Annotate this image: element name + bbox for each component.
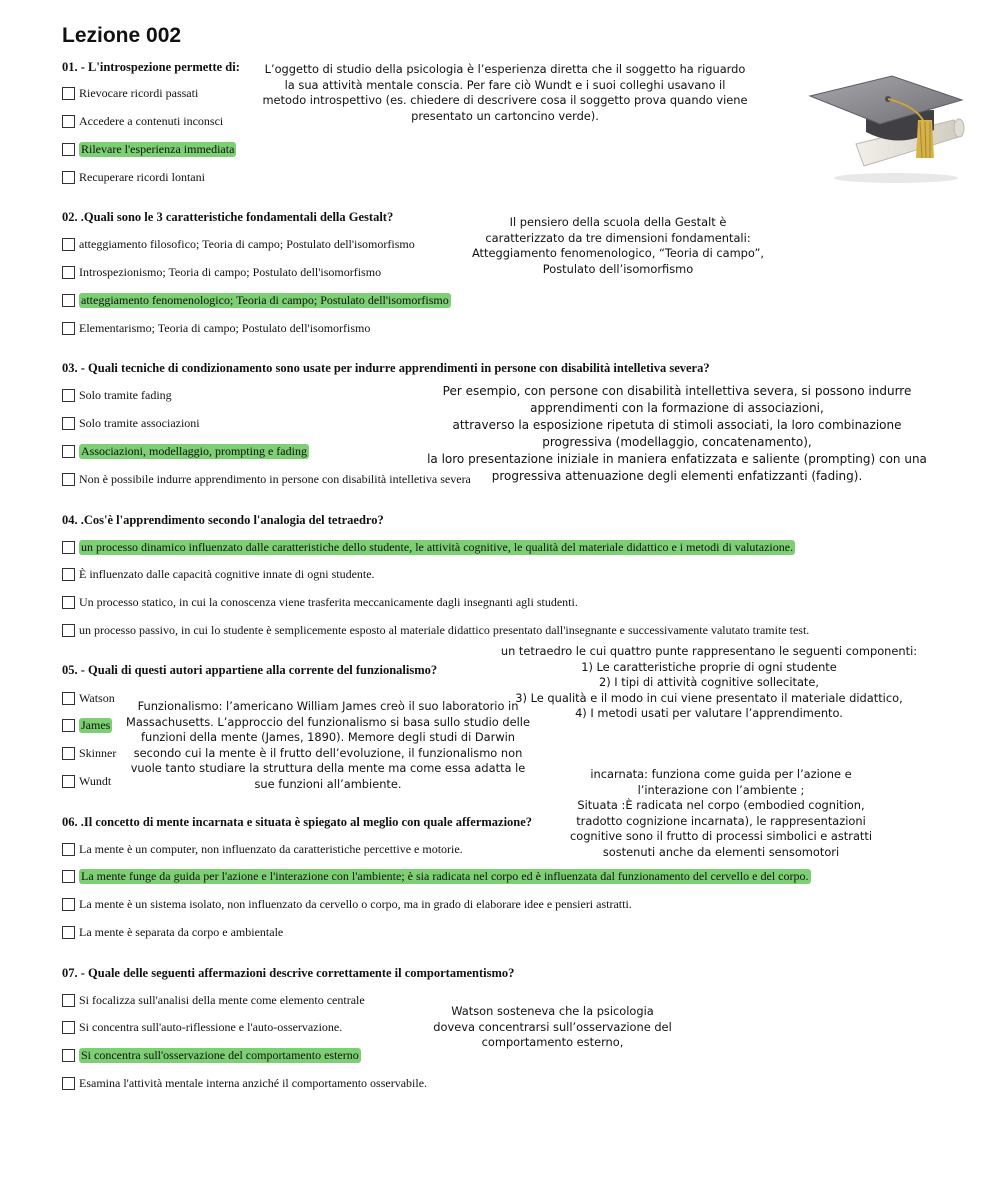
note-line: funzioni della mente (James, 1890). Memore degli studi di Darwin xyxy=(140,730,516,744)
option-label: Watson xyxy=(79,691,115,705)
option-04-c[interactable] xyxy=(62,595,578,610)
note-line: progressiva (modellaggio, concatenamento), xyxy=(542,435,812,449)
option-06-d[interactable] xyxy=(62,925,283,940)
note-line: 1) Le caratteristiche proprie di ogni studente xyxy=(581,659,837,674)
note-line: la sua attività mentale conscia. Per fare ciò Wundt e i suoi colleghi usavano il xyxy=(284,77,726,92)
option-06-a[interactable] xyxy=(62,842,463,857)
note-line: Postulato dell’isomorfismo xyxy=(542,261,694,276)
checkbox[interactable] xyxy=(62,898,75,911)
checkbox[interactable] xyxy=(62,596,75,609)
note-line: progressiva attenuazione degli elementi enfatizzanti (fading). xyxy=(491,469,863,483)
note-line: L’oggetto di studio della psicologia è l’esperienza diretta che il soggetto ha riguardo xyxy=(264,62,746,76)
note-line: tradotto cognizione incarnata), le rappresentazioni xyxy=(576,813,866,828)
option-01-c[interactable] xyxy=(62,142,236,157)
option-02-c[interactable] xyxy=(62,293,451,308)
question-05: 05. - Quali di questi autori appartiene alla corrente del funzionalismo? xyxy=(62,663,438,677)
question-06: 06. .Il concetto di mente incarnata e situata è spiegato al meglio con quale affermazione? xyxy=(62,815,533,829)
note-line: l’interazione con l’ambiente ; xyxy=(637,782,805,797)
option-label-correct: atteggiamento fenomenologico; Teoria di campo; Postulato dell'isomorfismo xyxy=(81,293,449,307)
note-line: apprendimenti con la formazione di associazioni, xyxy=(530,401,824,415)
checkbox[interactable] xyxy=(62,870,75,883)
note-line: 4) I metodi usati per valutare l’apprendimento. xyxy=(575,706,843,720)
option-label-correct: La mente funge da guida per l'azione e l'interazione con l'ambiente; è sia radicata nel corpo ed è influenzata dal funzionamento del cervello e del corpo. xyxy=(81,869,809,883)
option-label: Si concentra sull'auto-riflessione e l'auto-osservazione. xyxy=(79,1020,343,1034)
question-03: 03. - Quali tecniche di condizionamento sono usate per indurre apprendimenti in persone con disabilità intelletiva severa? xyxy=(62,361,710,375)
checkbox[interactable] xyxy=(62,417,75,430)
checkbox[interactable] xyxy=(62,1077,75,1090)
option-04-a[interactable] xyxy=(62,540,795,555)
option-04-b[interactable] xyxy=(62,567,375,582)
note-line: doveva concentrarsi sull’osservazione del xyxy=(433,1019,672,1034)
option-label-correct: Rilevare l'esperienza immediata xyxy=(81,142,235,156)
note-line: Watson sosteneva che la psicologia xyxy=(451,1004,654,1018)
option-03-d[interactable] xyxy=(62,472,471,487)
option-label-correct: Si concentra sull'osservazione del comportamento esterno xyxy=(81,1048,359,1062)
checkbox[interactable] xyxy=(62,87,75,100)
checkbox[interactable] xyxy=(62,926,75,939)
page-title: Lezione 002 xyxy=(62,24,182,47)
checkbox[interactable] xyxy=(62,719,75,732)
checkbox[interactable] xyxy=(62,624,75,637)
note-line: sostenuti anche da elementi sensomotori xyxy=(602,844,840,859)
checkbox[interactable] xyxy=(62,238,75,251)
note-introspection xyxy=(250,62,760,124)
option-label: Rievocare ricordi passati xyxy=(79,86,199,100)
option-label: Esamina l'attività mentale interna anziché il comportamento osservabile. xyxy=(79,1076,428,1090)
option-01-b[interactable] xyxy=(62,114,223,129)
note-gestalt xyxy=(468,215,768,277)
checkbox[interactable] xyxy=(62,994,75,1007)
option-label: un processo passivo, in cui lo studente è semplicemente esposto al materiale didattico presentato dall'insegnante e successivamente valutato tramite test. xyxy=(79,623,810,637)
option-07-b[interactable] xyxy=(62,1020,342,1035)
option-07-a[interactable] xyxy=(62,993,365,1008)
option-label: Introspezionismo; Teoria di campo; Postulato dell'isomorfismo xyxy=(79,265,382,279)
option-03-c[interactable] xyxy=(62,444,309,459)
checkbox[interactable] xyxy=(62,294,75,307)
note-line: metodo introspettivo (es. chiedere di descrivere cosa il soggetto prova quando viene xyxy=(262,93,748,107)
note-line: Atteggiamento fenomenologico, “Teoria di campo”, xyxy=(471,246,765,260)
checkbox[interactable] xyxy=(62,266,75,279)
note-line: comportamento esterno, xyxy=(481,1035,624,1049)
checkbox[interactable] xyxy=(62,568,75,581)
option-label: Solo tramite associazioni xyxy=(79,416,200,430)
note-line: Massachusetts. L’approccio del funzionalismo si basa sullo studio delle xyxy=(126,714,530,729)
option-label: Si focalizza sull'analisi della mente come elemento centrale xyxy=(79,993,365,1007)
option-label: Solo tramite fading xyxy=(79,388,172,402)
note-line: attraverso la esposizione ripetuta di stimoli associati, la loro combinazione xyxy=(452,418,902,432)
checkbox[interactable] xyxy=(62,1021,75,1034)
checkbox[interactable] xyxy=(62,692,75,705)
note-line: sue funzioni all’ambiente. xyxy=(254,776,402,791)
note-line: incarnata: funziona come guida per l’azione e xyxy=(590,767,852,781)
note-functionalism xyxy=(126,699,530,792)
option-01-a[interactable] xyxy=(62,86,198,101)
note-line: Per esempio, con persone con disabilità intellettiva severa, si possono indurre xyxy=(442,384,912,398)
question-07: 07. - Quale delle seguenti affermazioni descrive correttamente il comportamentismo? xyxy=(62,966,515,980)
option-label: La mente è separata da corpo e ambientale xyxy=(79,925,284,939)
checkbox[interactable] xyxy=(62,322,75,335)
checkbox[interactable] xyxy=(62,389,75,402)
option-03-a[interactable] xyxy=(62,388,172,403)
option-02-d[interactable] xyxy=(62,321,370,336)
note-line: secondo cui la mente è il frutto dell’evoluzione, il funzionalismo non xyxy=(133,745,523,760)
checkbox[interactable] xyxy=(62,541,75,554)
option-05-b[interactable] xyxy=(62,718,112,733)
note-line: presentato un cartoncino verde). xyxy=(411,108,599,123)
checkbox[interactable] xyxy=(62,775,75,788)
checkbox[interactable] xyxy=(62,747,75,760)
option-05-d[interactable] xyxy=(62,774,111,789)
option-02-b[interactable] xyxy=(62,265,381,280)
option-05-a[interactable] xyxy=(62,691,115,706)
option-label: Recuperare ricordi lontani xyxy=(79,170,205,184)
note-line: cognitive sono il frutto di processi simbolici e astratti xyxy=(569,829,873,843)
note-line: la loro presentazione iniziale in maniera enfatizzata e saliente (prompting) con una xyxy=(427,452,927,466)
note-behaviorism xyxy=(430,1004,675,1051)
option-label: Elementarismo; Teoria di campo; Postulato dell'isomorfismo xyxy=(79,321,371,335)
option-label: Un processo statico, in cui la conoscenza viene trasferita meccanicamente dagli insegnanti agli studenti. xyxy=(79,595,578,609)
option-label: Accedere a contenuti inconsci xyxy=(79,114,224,128)
note-conditioning xyxy=(422,383,932,485)
note-line: Funzionalismo: l’americano William James creò il suo laboratorio in xyxy=(137,699,519,713)
option-label: La mente è un computer, non influenzato da caratteristiche percettive e motorie. xyxy=(79,842,463,856)
note-line: Situata :È radicata nel corpo (embodied cognition, xyxy=(577,798,865,812)
checkbox[interactable] xyxy=(62,171,75,184)
option-label-correct: un processo dinamico influenzato dalle caratteristiche dello studente, le attività cognitive, le qualità del materiale didattico e i metodi di valutazione. xyxy=(81,540,794,554)
note-line: Il pensiero della scuola della Gestalt è xyxy=(509,215,727,229)
option-label: atteggiamento filosofico; Teoria di campo; Postulato dell'isomorfismo xyxy=(79,237,415,251)
option-05-c[interactable] xyxy=(62,746,116,761)
checkbox[interactable] xyxy=(62,1049,75,1062)
checkbox[interactable] xyxy=(62,473,75,486)
question-01: 01. - L'introspezione permette di: xyxy=(62,60,240,74)
option-04-d[interactable] xyxy=(62,623,809,638)
checkbox[interactable] xyxy=(62,843,75,856)
option-03-b[interactable] xyxy=(62,416,200,431)
note-line: 3) Le qualità e il modo in cui viene presentato il materiale didattico, xyxy=(515,690,903,705)
checkbox[interactable] xyxy=(62,445,75,458)
checkbox[interactable] xyxy=(62,143,75,156)
option-label-correct: Associazioni, modellaggio, prompting e fading xyxy=(81,444,307,458)
option-label: Wundt xyxy=(79,774,112,788)
option-label: È influenzato dalle capacità cognitive innate di ogni studente. xyxy=(79,567,375,581)
option-label: La mente è un sistema isolato, non influenzato da cervello o corpo, ma in grado di elaborare idee e pensieri astratti. xyxy=(79,897,632,911)
question-02: 02. .Quali sono le 3 caratteristiche fondamentali della Gestalt? xyxy=(62,210,394,224)
note-tetrahedron xyxy=(500,644,918,722)
option-06-c[interactable] xyxy=(62,897,632,912)
option-02-a[interactable] xyxy=(62,237,415,252)
option-label: Non è possibile indurre apprendimento in persone con disabilità intelletiva severa xyxy=(79,472,471,486)
option-06-b[interactable] xyxy=(62,869,811,884)
note-line: vuole tanto studiare la struttura della mente ma come essa adatta le xyxy=(130,761,526,775)
note-embodied-mind xyxy=(565,767,877,860)
option-07-d[interactable] xyxy=(62,1076,427,1091)
checkbox[interactable] xyxy=(62,115,75,128)
note-line: caratterizzato da tre dimensioni fondamentali: xyxy=(485,230,751,245)
note-line: un tetraedro le cui quattro punte rappresentano le seguenti componenti: xyxy=(500,644,918,658)
option-01-d[interactable] xyxy=(62,170,205,185)
option-label: Skinner xyxy=(79,746,117,760)
question-04: 04. .Cos'è l'apprendimento secondo l'analogia del tetraedro? xyxy=(62,513,384,527)
option-07-c[interactable] xyxy=(62,1048,361,1063)
option-label-correct: James xyxy=(81,718,111,732)
note-line: 2) I tipi di attività cognitive sollecitate, xyxy=(598,675,820,689)
graduation-cap-icon xyxy=(806,66,966,186)
